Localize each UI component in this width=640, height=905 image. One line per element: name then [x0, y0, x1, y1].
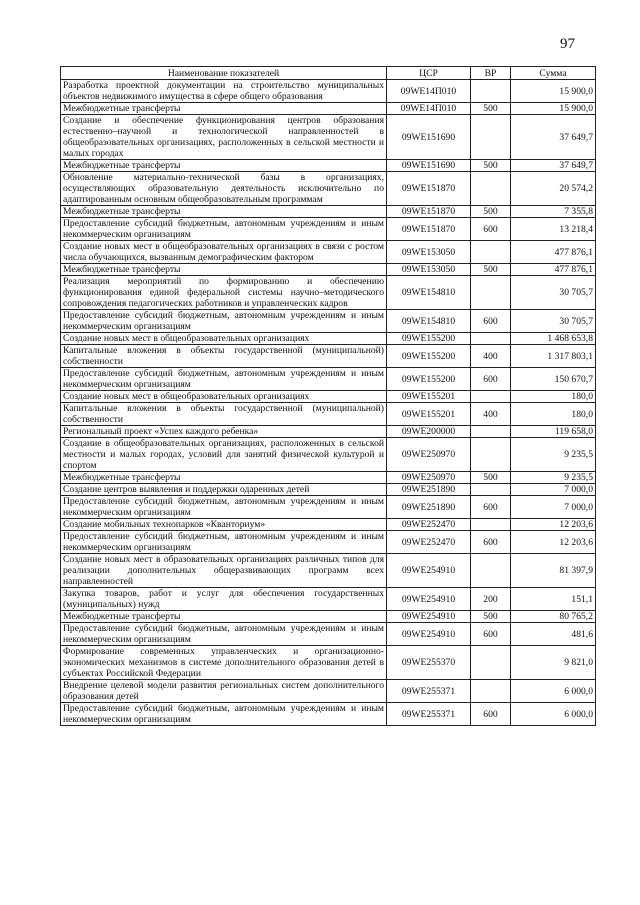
name-cell: Предоставление субсидий бюджетным, автономным учреждениям и иным некоммерческим организациям — [61, 310, 387, 333]
code-cell: 09WE252470 — [387, 519, 471, 531]
code-cell: 09WE153050 — [387, 264, 471, 276]
code-cell: 09WE151870 — [387, 218, 471, 241]
table-row — [61, 310, 596, 333]
vr-cell: 400 — [471, 403, 511, 426]
sum-cell: 6 000,0 — [511, 680, 596, 703]
vr-cell: 600 — [471, 703, 511, 726]
header-code: ЦСР — [387, 67, 471, 80]
table-header-row — [61, 67, 596, 80]
code-cell: 09WE254910 — [387, 554, 471, 588]
vr-cell — [471, 426, 511, 438]
vr-cell — [471, 172, 511, 206]
sum-cell: 20 574,2 — [511, 172, 596, 206]
vr-cell: 600 — [471, 496, 511, 519]
budget-table — [60, 66, 596, 726]
name-cell: Межбюджетные трансферты — [61, 472, 387, 484]
code-cell: 09WE254910 — [387, 611, 471, 623]
code-cell: 09WE151870 — [387, 172, 471, 206]
table-row — [61, 623, 596, 646]
table-row — [61, 703, 596, 726]
code-cell: 09WE151690 — [387, 115, 471, 160]
vr-cell — [471, 115, 511, 160]
sum-cell: 37 649,7 — [511, 115, 596, 160]
code-cell: 09WE151690 — [387, 160, 471, 172]
sum-cell: 481,6 — [511, 623, 596, 646]
name-cell: Создание новых мест в общеобразовательных организациях — [61, 333, 387, 345]
code-cell: 09WE154810 — [387, 310, 471, 333]
name-cell: Реализация мероприятий по формированию и обеспечению функционирования единой федеральной системы научно–методического сопровождения педагогических работников и управленческих кадров — [61, 276, 387, 310]
table-row — [61, 588, 596, 611]
vr-cell — [471, 241, 511, 264]
name-cell: Предоставление субсидий бюджетным, автономным учреждениям и иным некоммерческим организациям — [61, 531, 387, 554]
sum-cell: 9 235,5 — [511, 438, 596, 472]
name-cell: Межбюджетные трансферты — [61, 264, 387, 276]
vr-cell: 200 — [471, 588, 511, 611]
vr-cell — [471, 646, 511, 680]
sum-cell: 477 876,1 — [511, 241, 596, 264]
vr-cell: 600 — [471, 218, 511, 241]
name-cell: Разработка проектной документации на строительство муниципальных объектов недвижимого имущества в сфере общего образования — [61, 80, 387, 103]
table-row — [61, 206, 596, 218]
name-cell: Межбюджетные трансферты — [61, 206, 387, 218]
name-cell: Формирование современных управленческих и организационно-экономических механизмов в системе дополнительного образования детей в субъектах Российской Федерации — [61, 646, 387, 680]
vr-cell — [471, 484, 511, 496]
sum-cell: 1 317 803,1 — [511, 345, 596, 368]
name-cell: Предоставление субсидий бюджетным, автономным учреждениям и иным некоммерческим организациям — [61, 496, 387, 519]
name-cell: Создание новых мест в образовательных организациях различных типов для реализации дополнительных общеразвивающих программ всех направленностей — [61, 554, 387, 588]
table-row — [61, 241, 596, 264]
code-cell: 09WE155201 — [387, 391, 471, 403]
sum-cell: 80 765,2 — [511, 611, 596, 623]
sum-cell: 180,0 — [511, 403, 596, 426]
sum-cell: 1 468 653,8 — [511, 333, 596, 345]
vr-cell — [471, 333, 511, 345]
code-cell: 09WE252470 — [387, 531, 471, 554]
name-cell: Капитальные вложения в объекты государственной (муниципальной) собственности — [61, 403, 387, 426]
name-cell: Создание в общеобразовательных организациях, расположенных в сельской местности и малых городах, условий для занятий физической культурой и спортом — [61, 438, 387, 472]
vr-cell — [471, 391, 511, 403]
name-cell: Создание центров выявления и поддержки одаренных детей — [61, 484, 387, 496]
sum-cell: 9 235,5 — [511, 472, 596, 484]
vr-cell: 600 — [471, 623, 511, 646]
name-cell: Региональный проект «Успех каждого ребенка» — [61, 426, 387, 438]
name-cell: Создание новых мест в общеобразовательных организациях в связи с ростом числа обучающихся, вызванным демографическим фактором — [61, 241, 387, 264]
code-cell: 09WE14П010 — [387, 80, 471, 103]
name-cell: Межбюджетные трансферты — [61, 611, 387, 623]
table-row — [61, 426, 596, 438]
table-row — [61, 472, 596, 484]
sum-cell: 15 900,0 — [511, 80, 596, 103]
code-cell: 09WE251890 — [387, 496, 471, 519]
table-body — [61, 80, 596, 726]
code-cell: 09WE151870 — [387, 206, 471, 218]
sum-cell: 151,1 — [511, 588, 596, 611]
sum-cell: 477 876,1 — [511, 264, 596, 276]
vr-cell: 500 — [471, 103, 511, 115]
name-cell: Предоставление субсидий бюджетным, автономным учреждениям и иным некоммерческим организациям — [61, 623, 387, 646]
vr-cell: 400 — [471, 345, 511, 368]
code-cell: 09WE155200 — [387, 368, 471, 391]
table-row — [61, 333, 596, 345]
code-cell: 09WE154810 — [387, 276, 471, 310]
code-cell: 09WE254910 — [387, 588, 471, 611]
code-cell: 09WE250970 — [387, 472, 471, 484]
name-cell: Обновление материально-технической базы в организациях, осуществляющих образовательную деятельность исключительно по адаптированным основным общеобразовательным программам — [61, 172, 387, 206]
vr-cell — [471, 438, 511, 472]
code-cell: 09WE255370 — [387, 646, 471, 680]
table-row — [61, 438, 596, 472]
name-cell: Создание мобильных технопарков «Кванториум» — [61, 519, 387, 531]
vr-cell — [471, 519, 511, 531]
table-row — [61, 391, 596, 403]
vr-cell: 500 — [471, 160, 511, 172]
name-cell: Межбюджетные трансферты — [61, 160, 387, 172]
vr-cell — [471, 80, 511, 103]
table-row — [61, 484, 596, 496]
sum-cell: 7 000,0 — [511, 484, 596, 496]
name-cell: Капитальные вложения в объекты государственной (муниципальной) собственности — [61, 345, 387, 368]
vr-cell — [471, 276, 511, 310]
table-row — [61, 103, 596, 115]
sum-cell: 9 821,0 — [511, 646, 596, 680]
table-row — [61, 115, 596, 160]
sum-cell: 6 000,0 — [511, 703, 596, 726]
table-row — [61, 368, 596, 391]
name-cell: Предоставление субсидий бюджетным, автономным учреждениям и иным некоммерческим организациям — [61, 218, 387, 241]
sum-cell: 150 670,7 — [511, 368, 596, 391]
sum-cell: 12 203,6 — [511, 531, 596, 554]
table-row — [61, 519, 596, 531]
table-row — [61, 680, 596, 703]
code-cell: 09WE255371 — [387, 680, 471, 703]
header-sum: Сумма — [511, 67, 596, 80]
sum-cell: 180,0 — [511, 391, 596, 403]
name-cell: Создание новых мест в общеобразовательных организациях — [61, 391, 387, 403]
code-cell: 09WE155200 — [387, 345, 471, 368]
code-cell: 09WE254910 — [387, 623, 471, 646]
vr-cell — [471, 554, 511, 588]
code-cell: 09WE251890 — [387, 484, 471, 496]
vr-cell: 600 — [471, 531, 511, 554]
code-cell: 09WE14П010 — [387, 103, 471, 115]
table-row — [61, 531, 596, 554]
code-cell: 09WE155201 — [387, 403, 471, 426]
table-row — [61, 646, 596, 680]
sum-cell: 37 649,7 — [511, 160, 596, 172]
header-vr: ВР — [471, 67, 511, 80]
name-cell: Межбюджетные трансферты — [61, 103, 387, 115]
code-cell: 09WE153050 — [387, 241, 471, 264]
sum-cell: 12 203,6 — [511, 519, 596, 531]
table-row — [61, 172, 596, 206]
vr-cell: 500 — [471, 472, 511, 484]
table-row — [61, 276, 596, 310]
code-cell: 09WE255371 — [387, 703, 471, 726]
name-cell: Внедрение целевой модели развития региональных систем дополнительного образования детей — [61, 680, 387, 703]
vr-cell: 500 — [471, 264, 511, 276]
vr-cell: 500 — [471, 206, 511, 218]
table-row — [61, 160, 596, 172]
table-row — [61, 218, 596, 241]
sum-cell: 7 000,0 — [511, 496, 596, 519]
vr-cell: 600 — [471, 310, 511, 333]
vr-cell — [471, 680, 511, 703]
sum-cell: 81 397,9 — [511, 554, 596, 588]
sum-cell: 15 900,0 — [511, 103, 596, 115]
table-row — [61, 611, 596, 623]
page-number: 97 — [560, 36, 575, 52]
code-cell: 09WE155200 — [387, 333, 471, 345]
name-cell: Закупка товаров, работ и услуг для обеспечения государственных (муниципальных) нужд — [61, 588, 387, 611]
name-cell: Предоставление субсидий бюджетным, автономным учреждениям и иным некоммерческим организациям — [61, 368, 387, 391]
table-row — [61, 403, 596, 426]
table-row — [61, 496, 596, 519]
table-row — [61, 345, 596, 368]
vr-cell: 600 — [471, 368, 511, 391]
table-row — [61, 80, 596, 103]
sum-cell: 119 658,0 — [511, 426, 596, 438]
name-cell: Создание и обеспечение функционирования центров образования естественно–научной и технологической направленностей в общеобразовательных организациях, расположенных в сельской местности и малых городах — [61, 115, 387, 160]
header-name: Наименование показателей — [61, 67, 387, 80]
code-cell: 09WE250970 — [387, 438, 471, 472]
table-row — [61, 554, 596, 588]
sum-cell: 30 705,7 — [511, 276, 596, 310]
sum-cell: 7 355,8 — [511, 206, 596, 218]
vr-cell: 500 — [471, 611, 511, 623]
table-row — [61, 264, 596, 276]
name-cell: Предоставление субсидий бюджетным, автономным учреждениям и иным некоммерческим организациям — [61, 703, 387, 726]
sum-cell: 30 705,7 — [511, 310, 596, 333]
code-cell: 09WE200000 — [387, 426, 471, 438]
sum-cell: 13 218,4 — [511, 218, 596, 241]
